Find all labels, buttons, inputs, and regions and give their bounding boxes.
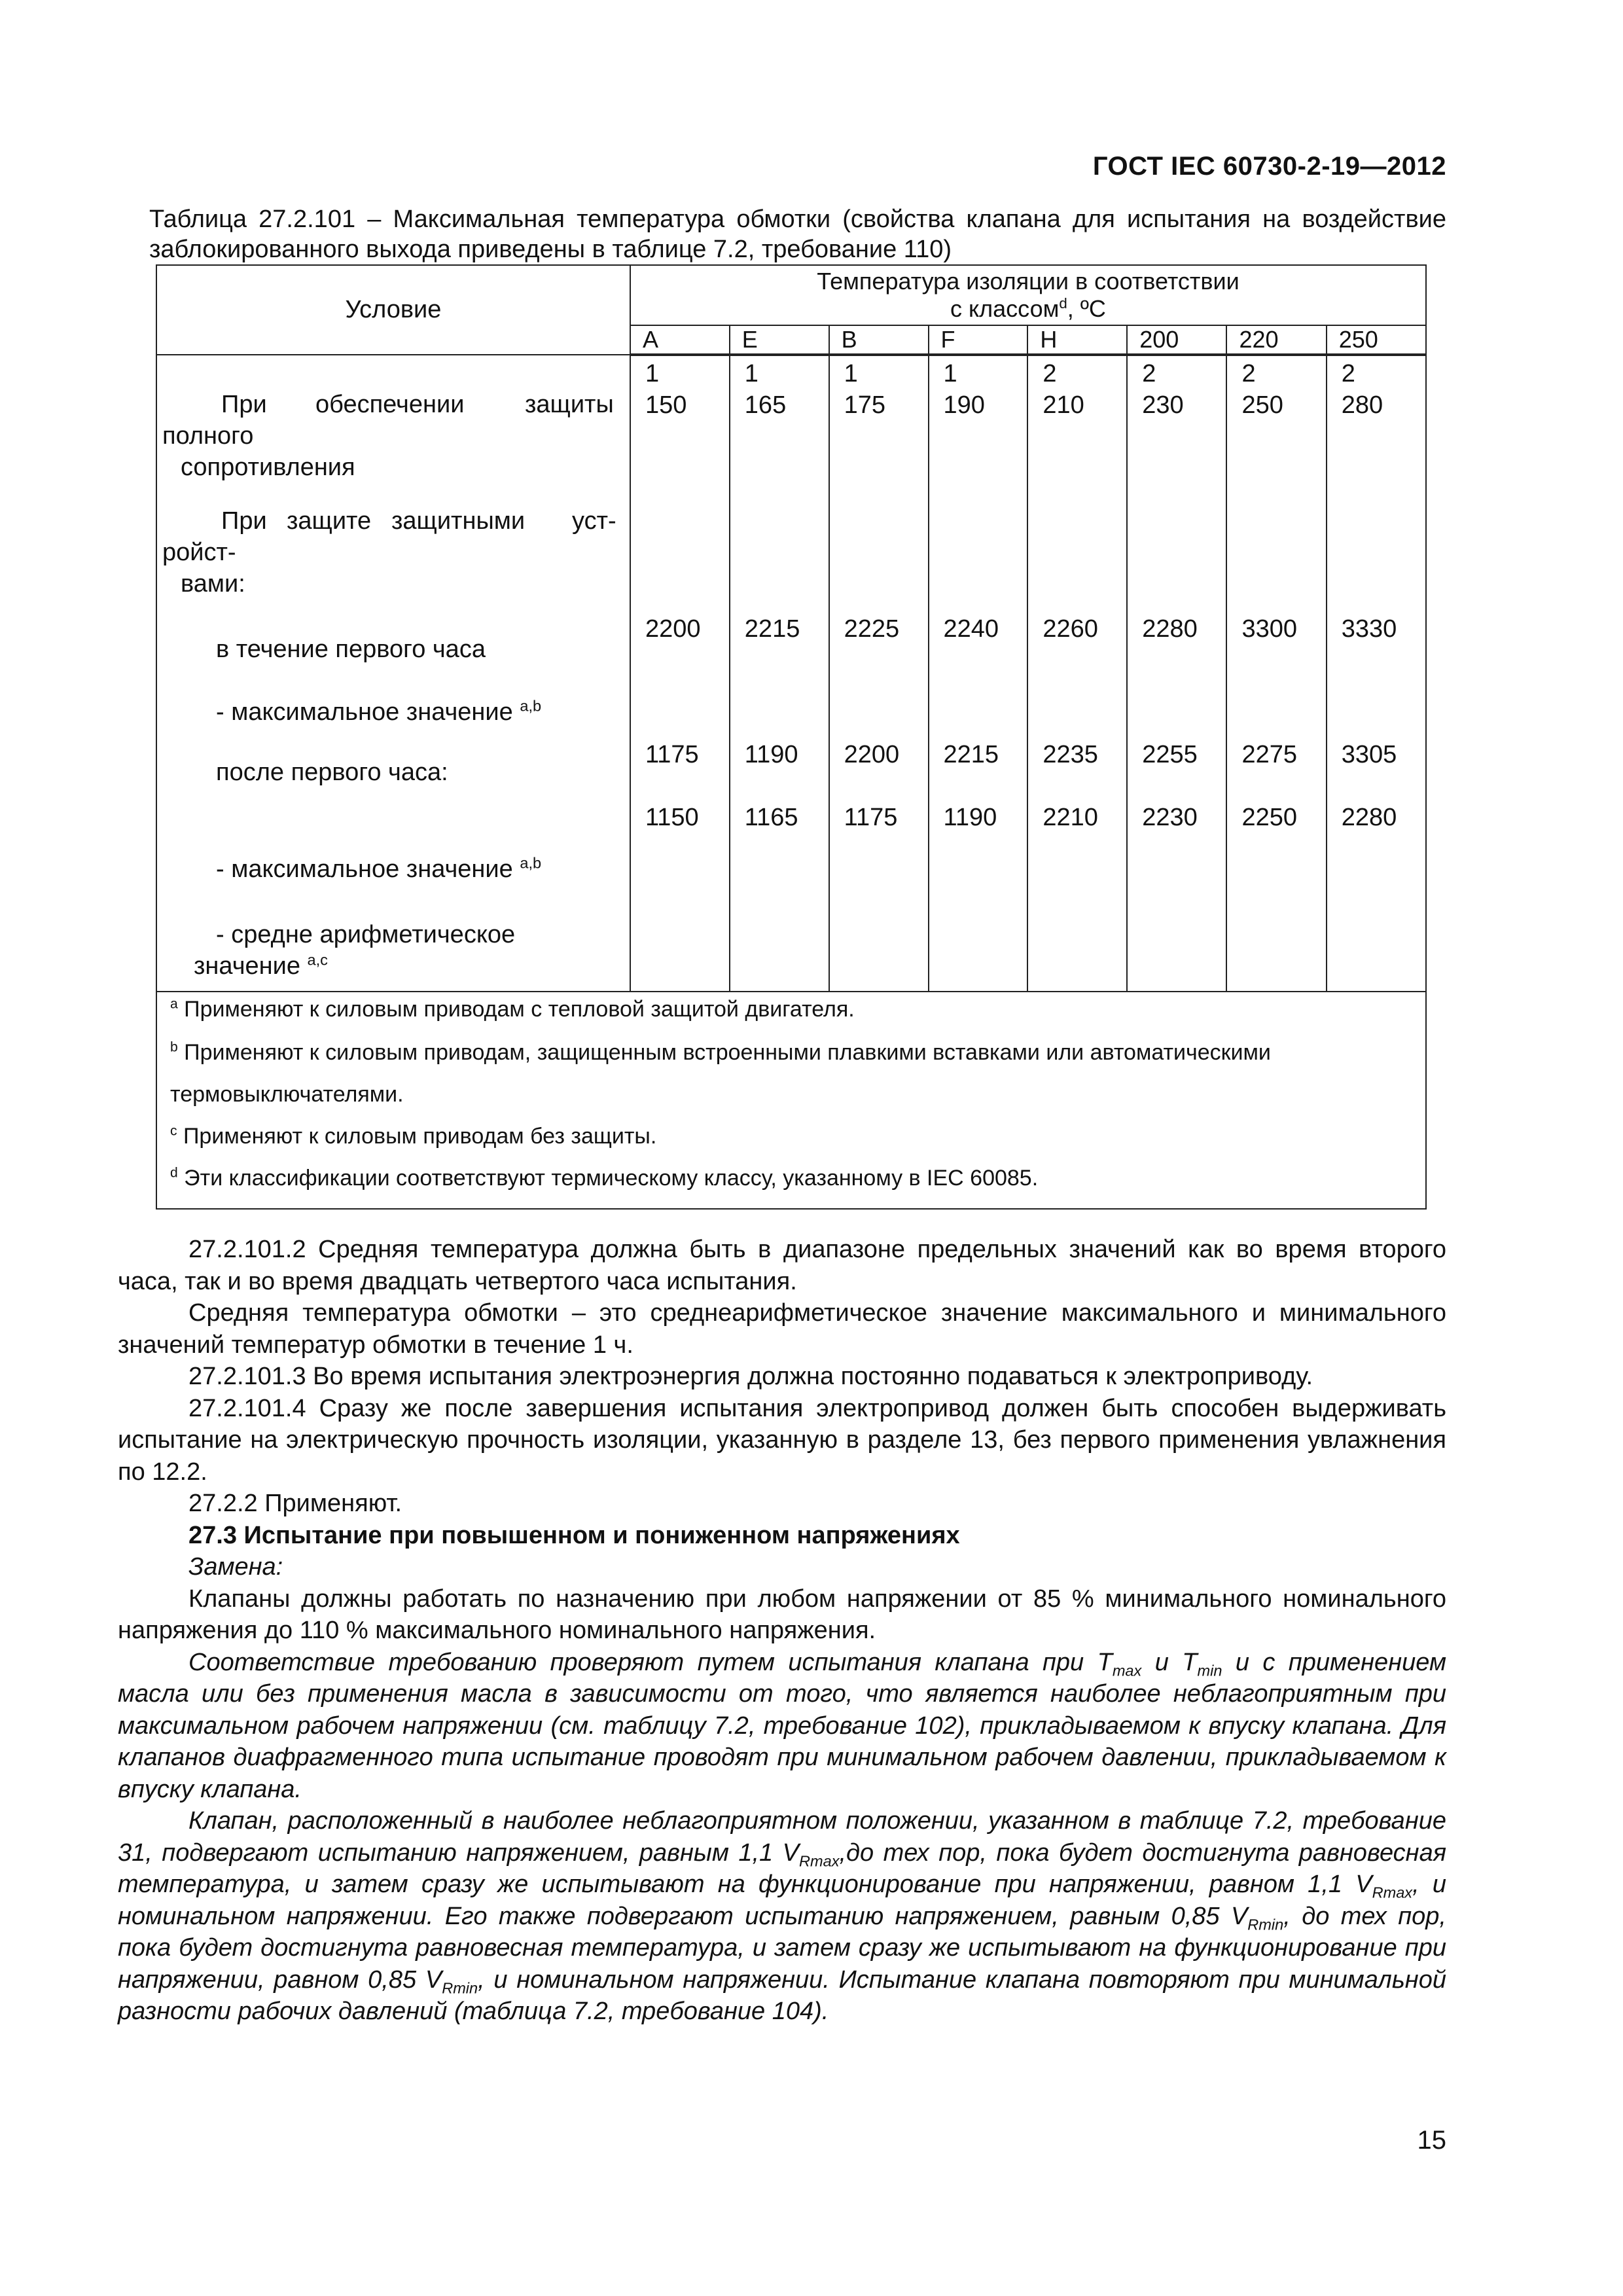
subscript: max [1112, 1662, 1142, 1679]
text-run: , и номинальном напряжении. Испытание клапана повторяют при минимальной разности рабочих давлений (таблица 7.2, требование 104). [118, 1965, 1446, 2025]
values-column [1327, 355, 1426, 992]
value-cell: 1 [943, 360, 957, 387]
condition-text: ройст- [162, 539, 236, 566]
value-cell: 2250 [1241, 804, 1298, 831]
table-note-c [170, 1122, 656, 1151]
value-cell: 3330 [1341, 615, 1397, 643]
paragraph: 27.2.101.3 Во время испытания электроэнергия должна постоянно подаваться к электроприводу. [188, 1363, 1313, 1390]
condition-text: защиты [525, 391, 614, 418]
condition-text: сопротивления [181, 454, 355, 481]
value-cell: 1190 [943, 804, 997, 831]
value-cell: 2255 [1142, 741, 1198, 768]
condition-text: - средне арифметическое [216, 921, 516, 948]
text-run: и T [1141, 1648, 1198, 1676]
note-text: Эти классификации соответствуют термическому классу, указанному в IEC 60085. [177, 1166, 1039, 1191]
value-cell: 1175 [645, 741, 699, 768]
note-text: Применяют к силовым приводам с тепловой защитой двигателя. [177, 997, 855, 1022]
value-cell: 1150 [645, 804, 699, 831]
value-cell: 1 [744, 360, 758, 387]
condition-text: уст- [572, 507, 616, 535]
value-cell: 2200 [645, 615, 701, 643]
note-mark: d [170, 1165, 178, 1181]
value-cell: 2 [1043, 360, 1057, 387]
paragraph: 27.2.2 Применяют. [188, 1490, 402, 1517]
value-cell: 165 [744, 391, 787, 419]
subscript: Rmax [1372, 1884, 1413, 1901]
table-caption: Таблица 27.2.101 – Максимальная температура обмотки (свойства клапана для испытания на воздействие заблокированного выхода приведены в таблице 7.2, требование 110) [149, 206, 1446, 263]
text-run: Соответствие требованию проверяют путем испытания клапана при T [188, 1648, 1113, 1676]
value-cell: 3300 [1241, 615, 1298, 643]
note-mark: b [170, 1039, 178, 1055]
section-heading: 27.3 Испытание при повышенном и пониженном напряжениях [188, 1521, 960, 1549]
value-cell: 1 [844, 360, 858, 387]
header-temp-line2-pre: с классом [950, 295, 1060, 322]
condition-text: При [221, 507, 267, 535]
value-cell: 2240 [943, 615, 999, 643]
value-cell: 2200 [844, 741, 900, 768]
condition-text [216, 854, 541, 884]
header-temp-sup: d [1059, 295, 1067, 312]
document-header-id: ГОСТ IEC 60730-2-19—2012 [1092, 152, 1446, 181]
value-cell: 2 [1341, 360, 1355, 387]
footnote-mark: a,b [520, 854, 542, 872]
value-cell: 230 [1142, 391, 1184, 419]
value-cell: 2210 [1043, 804, 1098, 831]
winding-temperature-table [156, 264, 1427, 1210]
value-cell: 2225 [844, 615, 900, 643]
subscript: min [1197, 1662, 1222, 1679]
class-header: 200 [1127, 325, 1226, 355]
values-column [829, 355, 929, 992]
text-run: и с применением масла или без применения масла в зависимости от того, что является наиболее неблагоприятным при максимальном рабочем напряжении (см. таблицу 7.2, требование 102), прикладываемом к впуску клапана. Для клапанов диафрагменного типа испытание проводят при минимальном рабочем давлении, прикладываемом к впуску клапана. [118, 1648, 1446, 1803]
note-text: Применяют к силовым приводам, защищенным встроенными плавкими вставками или автоматическими [177, 1040, 1271, 1065]
value-cell: 2215 [744, 615, 800, 643]
condition-text: обеспечении [315, 391, 465, 418]
class-header: E [730, 325, 829, 355]
footnote-mark: a,b [520, 697, 542, 715]
value-cell: 250 [1241, 391, 1283, 419]
condition-text-label: - максимальное значение [216, 698, 513, 726]
value-cell: 1175 [844, 804, 898, 831]
values-column [1226, 355, 1326, 992]
text-run: ,до тех пор, пока будет достигнута равновесная температура, и затем сразу же испытывают на функционирование при напряжении, равном 1,1 V [118, 1839, 1446, 1898]
condition-text-label: значение [194, 952, 300, 980]
values-column [1027, 355, 1127, 992]
paragraph: Средняя температура обмотки – это среднеарифметическое значение максимального и минимального значений температур обмотки в течение 1 ч. [118, 1299, 1446, 1359]
class-header: 250 [1327, 325, 1426, 355]
value-cell: 3305 [1341, 741, 1397, 768]
condition-text: полного [162, 422, 254, 450]
value-cell: 1 [645, 360, 660, 387]
table-header-row-1 [156, 265, 1426, 325]
value-cell: 175 [844, 391, 886, 419]
class-header: A [630, 325, 730, 355]
text-run: , и номинальном напряжении. Его также подвергают испытанию напряжением, равным 0,85 V [118, 1871, 1447, 1930]
value-cell: 150 [645, 391, 687, 419]
table-note-b [170, 1038, 1271, 1067]
table-note-b-cont: термовыключателями. [170, 1082, 404, 1107]
header-condition: Условие [156, 265, 630, 355]
class-header: H [1027, 325, 1127, 355]
page-number: 15 [1417, 2126, 1446, 2155]
table-notes-row [156, 992, 1426, 1209]
conditions-cell [156, 355, 630, 992]
note-text: Применяют к силовым приводам без защиты. [177, 1124, 657, 1149]
value-cell: 280 [1341, 391, 1383, 419]
value-cell: 1190 [744, 741, 798, 768]
table-notes [156, 992, 1426, 1209]
subscript: Rmin [442, 1979, 478, 1997]
paragraph-test-procedure [118, 1805, 1446, 2028]
value-cell: 2230 [1142, 804, 1198, 831]
condition-text: после первого часа: [216, 759, 448, 786]
header-insulation-temperature [630, 265, 1426, 325]
paragraph: 27.2.101.2 Средняя температура должна быть в диапазоне предельных значений как во время второго часа, так и во время двадцать четвертого часа испытания. [118, 1236, 1446, 1295]
values-column [730, 355, 829, 992]
class-header: F [929, 325, 1028, 355]
value-cell: 2280 [1142, 615, 1198, 643]
subscript: Rmin [1247, 1916, 1284, 1933]
condition-text: в течение первого часа [216, 636, 486, 663]
text-run: , до тех пор, пока будет достигнута равновесная температура, и затем сразу же испытывают на функционирование при напряжении, равном 0,85 V [118, 1902, 1446, 1994]
value-cell: 2260 [1043, 615, 1098, 643]
header-temp-line1: Температура изоляции в соответствии [817, 268, 1240, 295]
paragraph: 27.2.101.4 Сразу же после завершения испытания электропривод должен быть способен выдерживать испытание на электрическую прочность изоляции, указанную в разделе 13, без первого применения увлажнения по 12.2. [118, 1394, 1446, 1486]
condition-text: защитными [391, 507, 526, 535]
value-cell: 2275 [1241, 741, 1298, 768]
table-note-d [170, 1164, 1038, 1193]
note-mark: c [170, 1123, 177, 1139]
subscript: Rmax [798, 1852, 840, 1870]
value-cell: 190 [943, 391, 985, 419]
body-text [118, 1234, 1446, 2028]
condition-text-label: - максимальное значение [216, 855, 513, 883]
header-temp-line2-post: , ºС [1067, 295, 1106, 322]
condition-text: При [221, 391, 267, 418]
values-column [929, 355, 1028, 992]
value-cell: 2235 [1043, 741, 1098, 768]
values-column [1127, 355, 1226, 992]
class-header: B [829, 325, 929, 355]
table-note-a [170, 995, 855, 1024]
paragraph: Замена: [188, 1553, 283, 1581]
value-cell: 2 [1241, 360, 1256, 387]
condition-text [216, 697, 541, 727]
condition-text: вами: [181, 570, 245, 598]
values-column [630, 355, 730, 992]
paragraph: Клапаны должны работать по назначению при любом напряжении от 85 % минимального номинального напряжения до 110 % максимального номинального напряжения. [118, 1585, 1446, 1644]
value-cell: 1165 [744, 804, 798, 831]
condition-text: защите [287, 507, 372, 535]
text-run: Клапан, расположенный в наиболее неблагоприятном положении, указанном в таблице 7.2, требование 31, подвергают испытанию напряжением, равным 1,1 V [118, 1807, 1446, 1867]
value-cell: 210 [1043, 391, 1084, 419]
value-cell: 2215 [943, 741, 999, 768]
condition-text [194, 951, 328, 981]
value-cell: 2 [1142, 360, 1156, 387]
note-mark: a [170, 996, 178, 1012]
paragraph-compliance [118, 1647, 1446, 1806]
footnote-mark: a,c [307, 951, 328, 969]
value-cell: 2280 [1341, 804, 1397, 831]
class-header: 220 [1226, 325, 1326, 355]
table-body-row [156, 355, 1426, 992]
